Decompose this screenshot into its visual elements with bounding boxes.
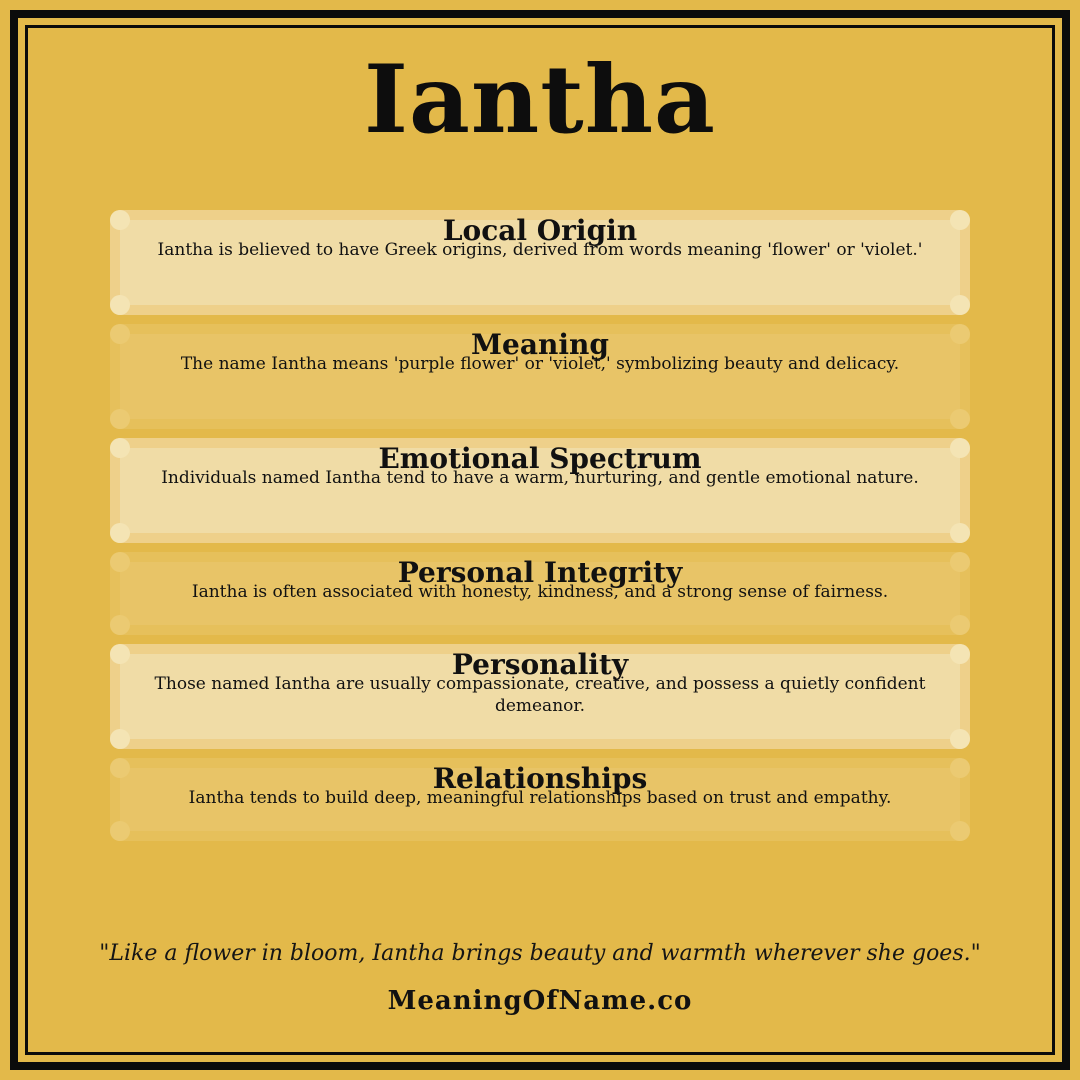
corner-dot xyxy=(950,821,970,841)
corner-dot xyxy=(110,615,130,635)
card-description: Individuals named Iantha tend to have a warm, nurturing, and gentle emotional nature. xyxy=(161,468,919,488)
quote-open-mark: " xyxy=(99,941,110,966)
card-description: The name Iantha means 'purple flower' or 'violet,' symbolizing beauty and delicacy. xyxy=(180,354,900,374)
corner-dot xyxy=(110,729,130,749)
corner-dot xyxy=(950,729,970,749)
card-heading: Local Origin xyxy=(442,214,638,247)
corner-dot xyxy=(950,523,970,543)
corner-dot xyxy=(950,295,970,315)
closing-quote xyxy=(0,938,1080,970)
card-local-origin xyxy=(110,210,970,315)
card-description: Iantha is believed to have Greek origins, derived from words meaning 'flower' or 'violet.' xyxy=(157,240,923,260)
corner-dot xyxy=(110,821,130,841)
card-heading: Emotional Spectrum xyxy=(378,442,702,475)
corner-dot xyxy=(110,409,130,429)
site-brand: MeaningOfName.co xyxy=(387,986,693,1016)
card-relationships xyxy=(110,758,970,841)
corner-dot xyxy=(110,295,130,315)
card-personal-integrity xyxy=(110,552,970,635)
card-meaning xyxy=(110,324,970,429)
card-heading: Personal Integrity xyxy=(397,556,683,589)
card-heading: Personality xyxy=(451,648,629,681)
card-description: Iantha is often associated with honesty, kindness, and a strong sense of fairness. xyxy=(191,582,889,602)
card-heading: Meaning xyxy=(471,328,609,361)
page-title: Iantha xyxy=(364,45,716,155)
card-personality xyxy=(110,644,970,749)
card-description: Those named Iantha are usually compassionate, creative, and possess a quietly confident demeanor. xyxy=(154,674,926,716)
quote-text: Like a flower in bloom, Iantha brings beauty and warmth wherever she goes. xyxy=(109,941,971,966)
quote-close-mark: " xyxy=(970,941,981,966)
card-emotional-spectrum xyxy=(110,438,970,543)
corner-dot xyxy=(110,523,130,543)
card-description: Iantha tends to build deep, meaningful relationships based on trust and empathy. xyxy=(188,788,892,808)
corner-dot xyxy=(950,409,970,429)
card-heading: Relationships xyxy=(432,762,648,795)
corner-dot xyxy=(950,615,970,635)
